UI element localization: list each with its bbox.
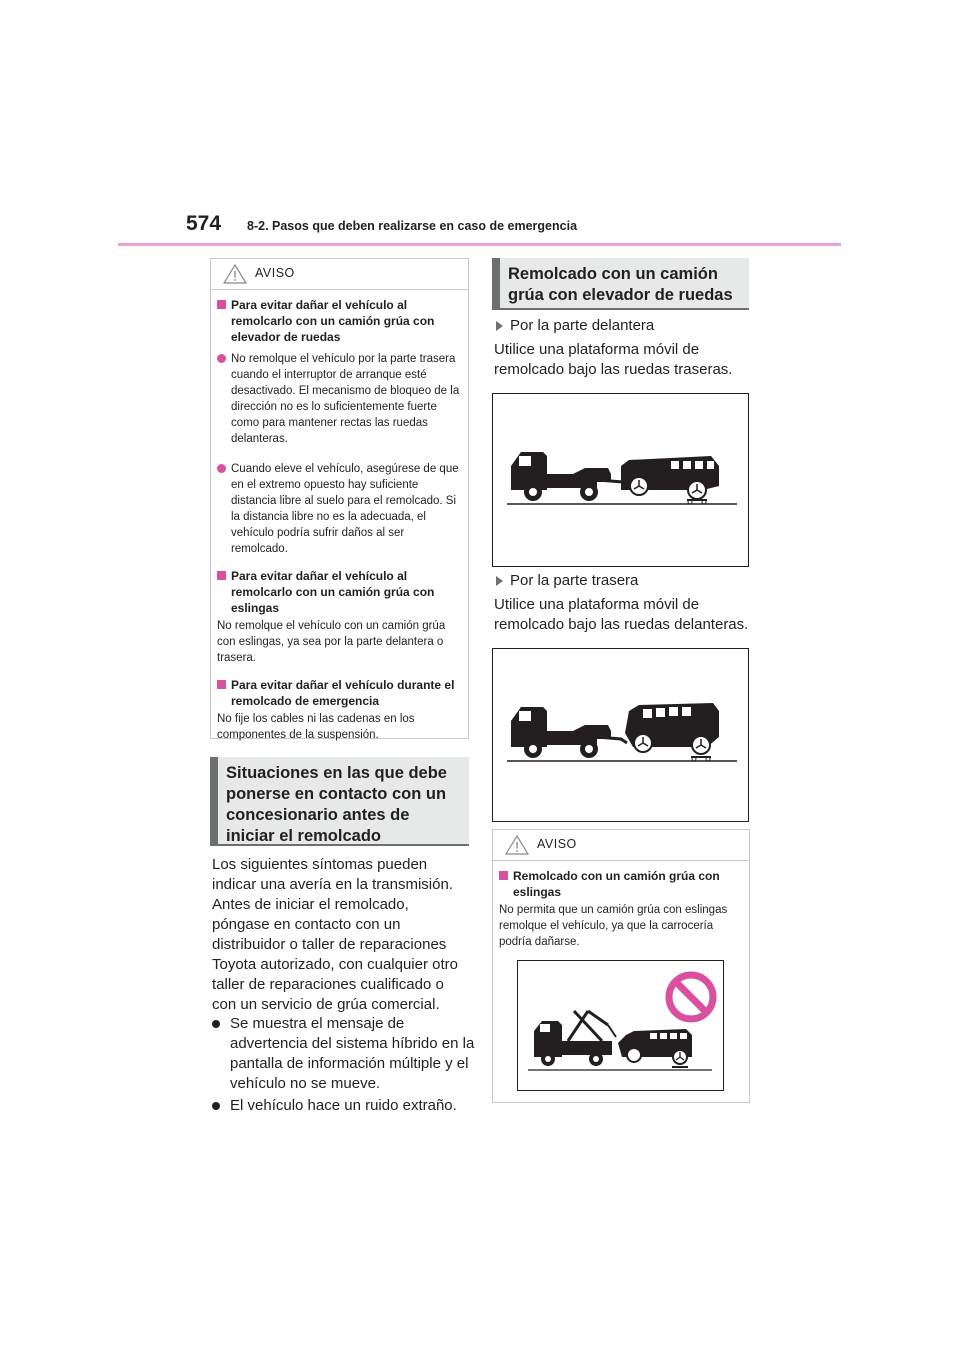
header-rule xyxy=(118,243,841,246)
warning-label: AVISO xyxy=(537,837,577,851)
section-header-wheel-lift: Remolcado con un camión grúa con elevador de ruedas xyxy=(492,258,749,310)
rear-text: Utilice una plataforma móvil de remolcado bajo las ruedas delanteras. xyxy=(494,596,749,633)
warning-item: No remolque el vehículo por la parte trasera cuando el interruptor de arranque esté desactivado. El mecanismo de bloqueo de la dirección no es lo suficientemente fuerte como para mantener rectas las ruedas delanteras. xyxy=(217,351,462,447)
section-header-dealer: Situaciones en las que debe ponerse en contacto con un concesionario antes de iniciar el remolcado xyxy=(210,757,469,846)
warning-text: No remolque el vehículo con un camión grúa con eslingas, ya sea por la parte delantera o trasera. xyxy=(217,620,446,664)
warning-item: Cuando eleve el vehículo, asegúrese de que en el extremo opuesto hay suficiente distancia libre al suelo para el remolcado. Si la distancia libre no es la adecuada, el vehículo podría sufrir daños al ser remolcado. xyxy=(217,461,462,557)
dealer-bullet: El vehículo hace un ruido extraño. xyxy=(212,1096,482,1116)
warning-heading: Para evitar dañar el vehículo al remolcarlo con un camión grúa con eslingas xyxy=(217,568,462,616)
warning-triangle-icon xyxy=(223,264,247,284)
figure-rear-tow xyxy=(492,648,749,822)
warning-header xyxy=(211,259,468,290)
figure-sling-tow xyxy=(517,960,724,1091)
warning-text: No fije los cables ni las cadenas en los componentes de la suspensión. xyxy=(217,713,415,741)
warning-triangle-icon xyxy=(505,835,529,855)
warning-heading: Remolcado con un camión grúa con eslingas xyxy=(499,868,743,900)
rear-label: Por la parte trasera xyxy=(494,571,760,591)
warning-text: No permita que un camión grúa con eslingas remolque el vehículo, ya que la carrocería podría dañarse. xyxy=(499,904,728,948)
warning-box-right xyxy=(492,829,750,1103)
front-tow-illustration xyxy=(493,394,750,568)
dealer-intro-text: Los siguientes síntomas pueden indicar una avería en la transmisión. Antes de iniciar el remolcado, póngase en contacto con un distribuidor o taller de reparaciones Toyota autorizado, con cualquier otro taller de reparaciones cualificado o con un servicio de grúa comercial. xyxy=(212,856,458,1013)
warning-heading: Para evitar dañar el vehículo al remolcarlo con un camión grúa con elevador de ruedas xyxy=(217,297,462,345)
sling-tow-prohibited-illustration xyxy=(518,961,725,1092)
warning-label: AVISO xyxy=(255,266,295,280)
dealer-bullet: Se muestra el mensaje de advertencia del sistema híbrido en la pantalla de información múltiple y el vehículo no se mueve. xyxy=(212,1014,482,1094)
figure-front-tow xyxy=(492,393,749,567)
warning-heading: Para evitar dañar el vehículo durante el remolcado de emergencia xyxy=(217,677,462,709)
header-title: 8-2. Pasos que deben realizarse en caso de emergencia xyxy=(247,219,578,233)
front-text: Utilice una plataforma móvil de remolcado bajo las ruedas traseras. xyxy=(494,341,733,378)
warning-header xyxy=(493,830,749,861)
warning-box-left xyxy=(210,258,469,739)
page-number: 574 xyxy=(186,212,222,235)
rear-tow-illustration xyxy=(493,649,750,823)
front-label: Por la parte delantera xyxy=(494,316,760,336)
